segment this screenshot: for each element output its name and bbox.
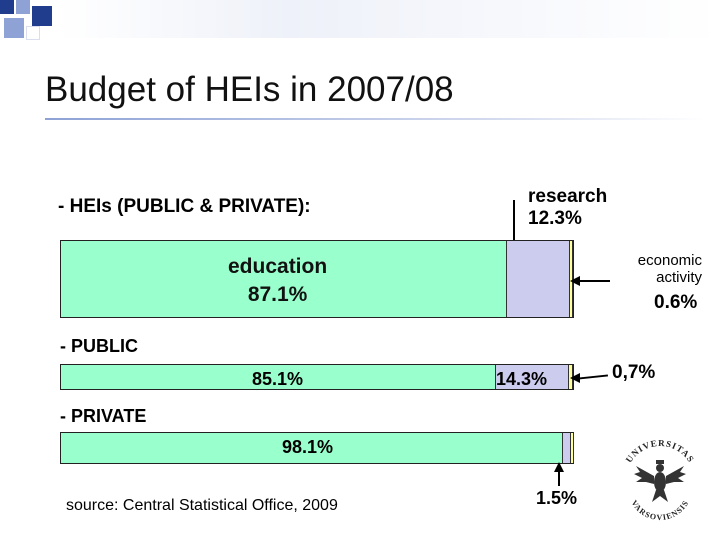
private-research-arrow-line (558, 470, 560, 486)
private-education-value: 98.1% (282, 437, 334, 457)
header-band (0, 0, 720, 38)
section-title-private: - PRIVATE (60, 406, 147, 426)
public-education-value: 85.1% (252, 369, 304, 389)
economic-arrow-line (578, 280, 610, 282)
public-economic-arrowhead (570, 373, 580, 383)
education-label-value: 87.1% (247, 283, 308, 306)
public-economic-arrow-line (578, 374, 608, 379)
svg-text:VARSOVIENSIS: VARSOVIENSIS (629, 498, 691, 523)
bar-segment-economic (571, 433, 574, 463)
corner-square (26, 26, 40, 40)
page-title: Budget of HEIs in 2007/08 (45, 70, 454, 109)
research-label (528, 186, 607, 230)
education-label (228, 255, 327, 307)
university-seal-logo (616, 432, 704, 528)
economic-value: 0.6% (654, 292, 698, 313)
svg-text:UNIVERSITAS: UNIVERSITAS (623, 437, 697, 465)
section-title-public: - PUBLIC (60, 336, 138, 356)
bar-segment-research (563, 433, 571, 463)
corner-square (16, 0, 30, 14)
corner-square (32, 6, 52, 26)
research-label-value: 12.3% (528, 208, 582, 229)
research-label-name: research (528, 186, 608, 207)
public-economic-value: 0,7% (612, 362, 656, 383)
corner-square (4, 18, 24, 38)
economic-label-line1: economic (637, 252, 702, 269)
private-research-value: 1.5% (536, 488, 578, 508)
section-title-all: - HEIs (PUBLIC & PRIVATE): (58, 196, 311, 217)
source-note: source: Central Statistical Office, 2009 (66, 497, 338, 514)
public-research-value: 14.3% (496, 369, 548, 389)
education-label-name: education (228, 255, 328, 278)
corner-square (0, 0, 14, 14)
title-divider (45, 118, 705, 120)
economic-label-line2: activity (656, 269, 702, 286)
private-research-arrowhead (554, 462, 564, 472)
economic-arrowhead (570, 276, 580, 286)
bar-segment-research (507, 241, 570, 317)
economic-label (612, 252, 702, 286)
